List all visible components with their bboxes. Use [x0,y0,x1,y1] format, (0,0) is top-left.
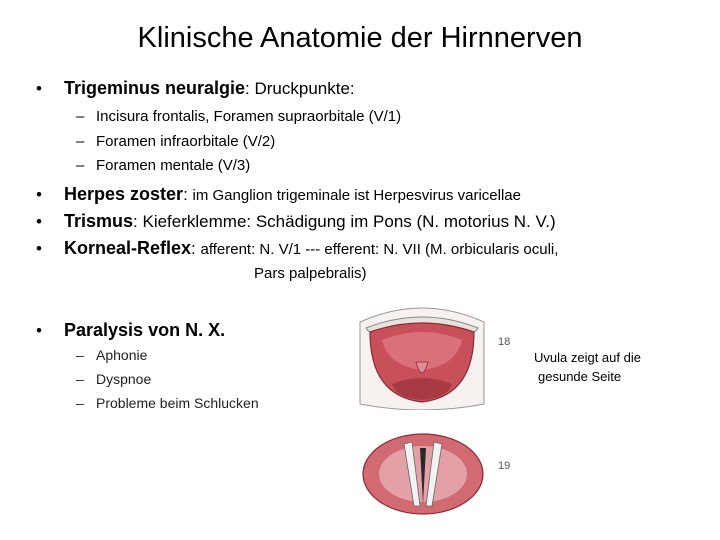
term-trismus: Trismus [64,211,134,231]
sub-item [76,395,259,411]
term-korneal: Korneal-Reflex [64,238,192,258]
text-trigeminus: : Druckpunkte: [245,79,355,98]
text-trismus: : Kieferklemme: Schädigung im Pons (N. motorius N. V.) [133,212,556,231]
sub-item [76,108,401,125]
bullet-dot: • [36,79,42,98]
sub-item [76,371,151,387]
sub-text: Aphonie [96,347,148,363]
colon: : [191,239,201,258]
term-trigeminus: Trigeminus neuralgie [64,78,246,98]
text-herpes: im Ganglion trigeminale ist Herpesvirus varicellae [192,187,521,204]
sub-text: Foramen infraorbitale (V/2) [96,133,276,150]
dash: – [76,395,84,411]
bullet-herpes [36,184,521,205]
sub-item [76,347,147,363]
dash: – [76,108,85,125]
dash: – [76,371,84,387]
term-paralysis: Paralysis von N. X. [64,320,226,340]
mouth-illustration [352,300,492,410]
bullet-korneal [36,238,558,259]
dash: – [76,347,84,363]
sub-text: Foramen mentale (V/3) [96,157,251,174]
dash: – [76,157,85,174]
uvula-note [534,348,674,386]
note-line: Uvula zeigt auf die [534,350,641,365]
sub-text: Dyspnoe [96,371,152,387]
bullet-dot: • [36,239,42,258]
bullet-trismus [36,211,556,232]
page-title: Klinische Anatomie der Hirnnerven [137,22,583,54]
term-herpes: Herpes zoster [64,184,184,204]
vocal-cords-illustration [356,428,490,520]
figure-label-19: 19 [498,460,511,472]
bullet-dot: • [36,212,42,231]
sub-text: Incisura frontalis, Foramen supraorbitale (V/1) [96,108,402,125]
sub-item [76,133,275,150]
colon: : [183,185,193,204]
sub-text: Probleme beim Schlucken [96,395,259,411]
note-line: gesunde Seite [538,369,622,384]
bullet-paralysis [36,320,225,341]
sub-item [76,157,250,174]
text-korneal-cont: Pars palpebralis) [254,265,367,282]
dash: – [76,133,85,150]
bullet-dot: • [36,185,42,204]
figure-label-18: 18 [498,336,511,348]
bullet-dot: • [36,321,42,340]
text-korneal: afferent: N. V/1 --- efferent: N. VII (M. orbicularis oculi, [200,241,559,258]
bullet-trigeminus [36,78,355,99]
